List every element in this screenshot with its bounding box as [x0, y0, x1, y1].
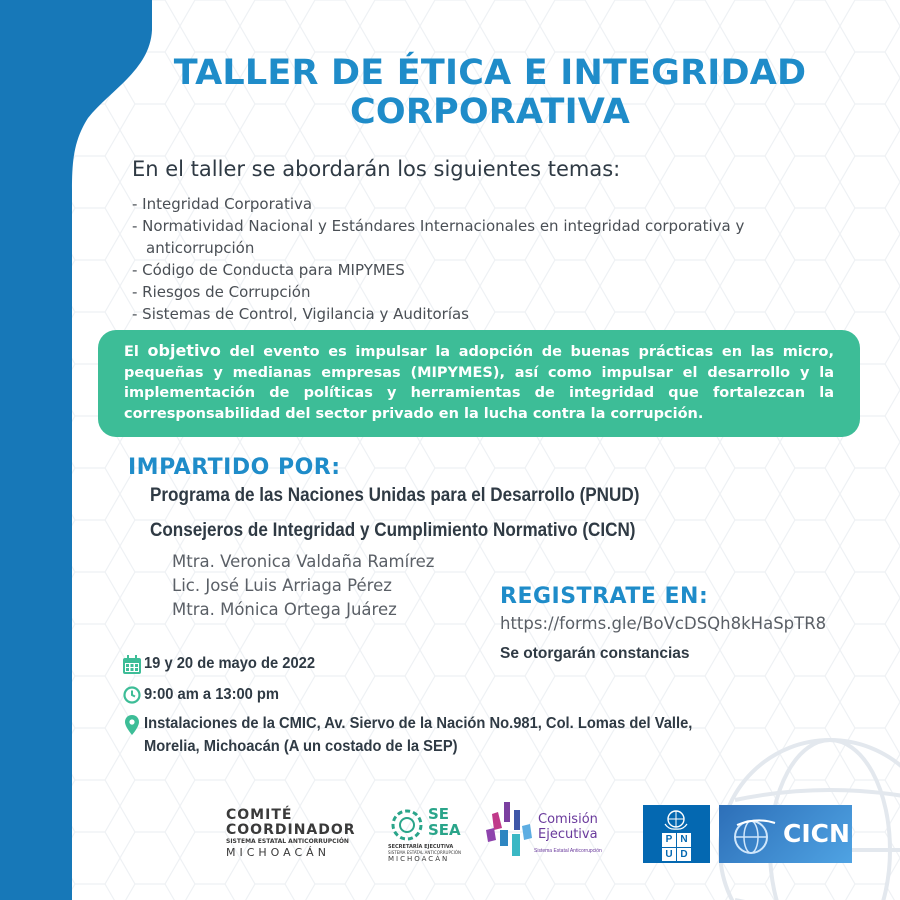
- logo-sesea-line-1: SE: [428, 805, 450, 823]
- event-date-text: 19 y 20 de mayo de 2022: [144, 655, 316, 672]
- register-heading: REGISTRATE EN:: [500, 584, 709, 609]
- logo-cc-line-1: COMITÉ: [226, 807, 293, 823]
- location-pin-icon: [120, 712, 144, 735]
- logo-ce-line-2: Ejecutiva: [538, 827, 598, 842]
- raised-hands-icon: [484, 800, 534, 858]
- org-cicn: Consejeros de Integridad y Cumplimiento Normativo (CICN): [150, 520, 636, 541]
- calendar-icon: [120, 652, 144, 675]
- topics-intro: En el taller se abordarán los siguientes temas:: [132, 157, 621, 181]
- undp-letter: N: [677, 833, 691, 847]
- comite-coordinador-logo: [226, 808, 376, 859]
- topics-list: [132, 193, 744, 325]
- imparted-heading: IMPARTIDO POR:: [128, 455, 341, 480]
- logo-cc-line-2: COORDINADOR: [226, 822, 356, 838]
- undp-letter: P: [662, 833, 676, 847]
- topic-item: - Integridad Corporativa: [132, 195, 313, 213]
- event-place-line-1: Instalaciones de la CMIC, Av. Siervo de la Nación No.981, Col. Lomas del Valle,: [144, 715, 693, 732]
- logo-sesea-line-3: SECRETARÍA EJECUTIVA: [388, 844, 454, 850]
- title-line-2: CORPORATIVA: [349, 92, 630, 132]
- undp-letter: D: [677, 848, 691, 862]
- event-place-line-2: Morelia, Michoacán (A un costado de la SEP): [144, 738, 458, 755]
- logo-cc-line-4: MICHOACÁN: [226, 846, 330, 859]
- topic-item-continuation: anticorrupción: [146, 239, 255, 257]
- title-line-1: TALLER DE ÉTICA E INTEGRIDAD: [173, 53, 807, 93]
- undp-letter: U: [662, 848, 676, 862]
- clock-icon: [120, 683, 144, 704]
- event-date: [120, 652, 330, 675]
- objective-box: [98, 330, 860, 437]
- cicn-logo-text: CICN: [783, 819, 850, 848]
- instructor-name: Lic. José Luis Arriaga Pérez: [172, 576, 392, 595]
- certificate-note: Se otorgarán constancias: [500, 645, 690, 662]
- undp-letter-grid: [662, 833, 691, 861]
- register-link[interactable]: https://forms.gle/BoVcDSQh8kHaSpTR8: [500, 614, 827, 633]
- globe-icon: [727, 815, 779, 855]
- instructor-name: Mtra. Veronica Valdaña Ramírez: [172, 552, 435, 571]
- logo-sesea-line-5: MICHOACÁN: [388, 855, 450, 863]
- event-time: [120, 683, 291, 706]
- event-time-text: 9:00 am a 13:00 pm: [144, 686, 280, 703]
- instructor-name: Mtra. Mónica Ortega Juárez: [172, 600, 397, 619]
- org-pnud: Programa de las Naciones Unidas para el Desarrollo (PNUD): [150, 485, 640, 506]
- topic-item: - Sistemas de Control, Vigilancia y Auditorías: [132, 305, 469, 323]
- objective-prefix: El: [124, 344, 148, 360]
- logo-sesea-line-2: SEA: [428, 821, 461, 839]
- event-place-text: [144, 712, 692, 758]
- logo-cc-line-3: SISTEMA ESTATAL ANTICORRUPCIÓN: [226, 838, 349, 845]
- objective-text: del evento es impulsar la adopción de buenas prácticas en las micro, pequeñas y medianas empresas (MIPYMES), así como impulsar el desarrollo y la implementación de políticas y herramientas de integridad que fortalezcan la corresponsabilidad del sector privado en la lucha contra la corrupción.: [124, 344, 834, 422]
- logo-ce-line-1: Comisión: [538, 812, 598, 827]
- objective-keyword: objetivo: [147, 341, 221, 360]
- logo-sesea-line-4: SISTEMA ESTATAL ANTICORRUPCIÓN: [388, 850, 461, 855]
- comision-ejecutiva-logo: [484, 798, 629, 862]
- un-emblem-icon: [663, 808, 689, 830]
- cicn-logo: [719, 805, 852, 863]
- sesea-emblem-icon: [390, 808, 424, 842]
- event-place: [120, 712, 740, 758]
- topic-item: - Normatividad Nacional y Estándares Internacionales en integridad corporativa y: [132, 217, 745, 235]
- undp-logo: [643, 805, 710, 863]
- topic-item: - Código de Conducta para MIPYMES: [132, 261, 405, 279]
- topic-item: - Riesgos de Corrupción: [132, 283, 311, 301]
- logo-ce-line-3: Sistema Estatal Anticorrupción: [534, 848, 602, 854]
